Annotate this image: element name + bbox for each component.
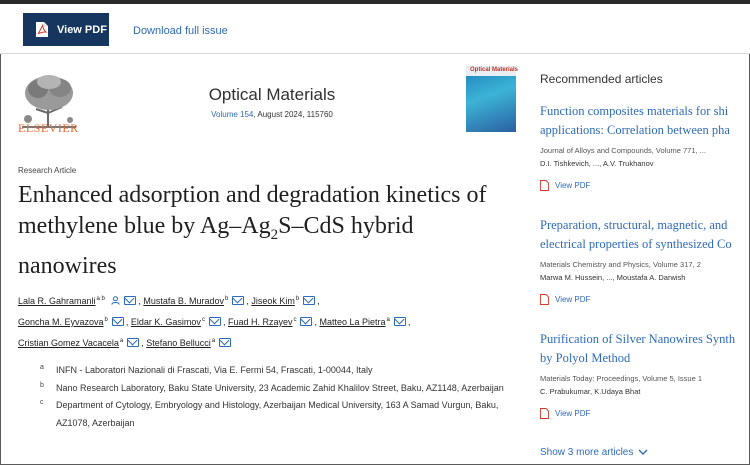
recommended-article xyxy=(540,102,750,191)
mail-icon[interactable] xyxy=(127,338,139,347)
journal-title[interactable]: Optical Materials xyxy=(208,85,336,104)
recommended-article xyxy=(540,330,750,419)
author-affil-marks: a xyxy=(119,338,124,344)
recommended-article-source: Materials Today: Proceedings, Volume 5, Issue 1 xyxy=(540,374,703,383)
author-name[interactable]: Jiseok Kim xyxy=(251,296,295,306)
affiliation-item xyxy=(40,380,510,398)
author-affil-marks: a b xyxy=(96,296,105,302)
mail-icon[interactable] xyxy=(232,296,244,305)
affiliation-list xyxy=(40,362,510,432)
recommended-view-pdf-link[interactable]: View PDF xyxy=(540,408,750,419)
author-name[interactable]: Lala R. Gahramanli xyxy=(18,296,96,306)
download-full-issue-link[interactable]: Download full issue xyxy=(133,25,228,37)
article-title-part2: S–CdS hybrid nanowires xyxy=(18,213,414,279)
author-name[interactable]: Mustafa B. Muradov xyxy=(143,296,224,306)
pdf-icon xyxy=(540,180,549,191)
mail-icon[interactable] xyxy=(303,296,315,305)
affiliation-text: INFN - Laboratori Nazionali di Frascati, Via E. Fermi 54, Frascati, 1-00044, Italy xyxy=(56,365,373,375)
recommended-view-pdf-link[interactable]: View PDF xyxy=(540,294,750,305)
recommended-article-title[interactable]: Function composites materials for shi applications: Correlation between pha xyxy=(540,104,730,137)
recommended-view-pdf-link[interactable]: View PDF xyxy=(540,180,750,191)
journal-issue-info xyxy=(172,110,372,119)
affiliation-mark: b xyxy=(40,381,44,389)
mail-icon[interactable] xyxy=(124,296,136,305)
author-name[interactable]: Cristian Gomez Vacacela xyxy=(18,338,119,348)
mail-icon[interactable] xyxy=(300,317,312,326)
recommended-article xyxy=(540,216,750,305)
author-name[interactable]: Fuad H. Rzayev xyxy=(227,317,293,327)
volume-link[interactable]: Volume 154 xyxy=(211,110,254,119)
affiliation-item xyxy=(40,397,510,432)
recommended-articles-heading: Recommended articles xyxy=(540,72,663,86)
view-pdf-label: View PDF xyxy=(57,23,107,36)
author-affil-marks: a xyxy=(211,338,216,344)
author-affil-marks: b xyxy=(224,296,229,302)
recommended-article-authors: D.I. Tishkevich, ..., A.V. Trukhanov xyxy=(540,159,654,168)
pdf-icon xyxy=(35,21,49,38)
author-list: Lala R. Gahramanli$^{a b}$ , Mustafa B. Muradov$^b$ , Jiseok Kim$^b$ , Goncha M. Eyvazova$^b$ , Eldar K. Gasimov$^c$ , Fuad H. Rzayev$^c$ , Matteo La Pietra$^a$ , Cristian Gomez Vacacela$^a$ , Stefano Bellucci$^a$ xyxy=(18,296,411,348)
author-affil-marks: c xyxy=(293,317,297,323)
author-name[interactable]: Goncha M. Eyvazova xyxy=(18,317,104,327)
author-name[interactable]: Stefano Bellucci xyxy=(146,338,211,348)
recommended-article-title[interactable]: Preparation, structural, magnetic, and electrical properties of synthesized Co xyxy=(540,218,732,251)
pdf-icon xyxy=(540,408,549,419)
recommended-article-source: Materials Chemistry and Physics, Volume 317, 2 xyxy=(540,260,701,269)
affiliation-mark: a xyxy=(40,364,44,371)
affiliation-mark: c xyxy=(40,399,44,406)
show-more-label: Show 3 more articles xyxy=(540,447,634,458)
toolbar xyxy=(0,4,750,54)
author-affil-marks: a xyxy=(386,317,390,323)
pdf-icon xyxy=(540,294,549,305)
recommended-article-title[interactable]: Purification of Silver Nanowires Synth by Polyol Method xyxy=(540,332,736,365)
affiliation-text: Department of Cytology, Embryology and Histology, Azerbaijan Medical University, 163 A Samad Vurgun, Baku, AZ1078, Azerbaijan xyxy=(56,400,499,428)
issue-details: , August 2024, 115760 xyxy=(253,110,333,119)
affiliation-item xyxy=(40,362,510,380)
mail-icon[interactable] xyxy=(209,317,221,326)
mail-icon[interactable] xyxy=(394,317,406,326)
author-name[interactable]: Eldar K. Gasimov xyxy=(130,317,201,327)
recommended-article-source: Journal of Alloys and Compounds, Volume 771, ... xyxy=(540,146,706,155)
recommended-article-authors: C. Prabukumar, K.Udaya Bhat xyxy=(540,387,641,396)
article-title xyxy=(18,180,508,282)
elsevier-wordmark: ELSEVIER xyxy=(18,121,79,135)
chevron-down-icon xyxy=(638,449,648,456)
author-affil-marks: c xyxy=(201,317,205,323)
author-name[interactable]: Matteo La Pietra xyxy=(319,317,386,327)
mail-icon[interactable] xyxy=(219,338,231,347)
mail-icon[interactable] xyxy=(112,317,124,326)
show-more-articles-button[interactable] xyxy=(540,447,648,458)
recommended-article-authors: Marwa M. Hussein, ..., Moustafa A. Darwish xyxy=(540,273,686,282)
author-affil-marks: b xyxy=(295,296,300,302)
article-title-part1: Enhanced adsorption and degradation kinetics of methylene blue by Ag–Ag xyxy=(18,182,487,239)
view-pdf-button[interactable] xyxy=(23,13,109,46)
cover-title-text: Optical Materials xyxy=(470,67,519,73)
affiliation-text: Nano Research Laboratory, Baku State University, 23 Academic Zahid Khalilov Street, Baku, AZ1148, Azerbaijan xyxy=(56,382,504,393)
article-title-subscript: 2 xyxy=(270,226,279,243)
article-type: Research Article xyxy=(18,166,77,175)
person-icon[interactable] xyxy=(111,296,120,305)
author-affil-marks: b xyxy=(104,317,108,323)
